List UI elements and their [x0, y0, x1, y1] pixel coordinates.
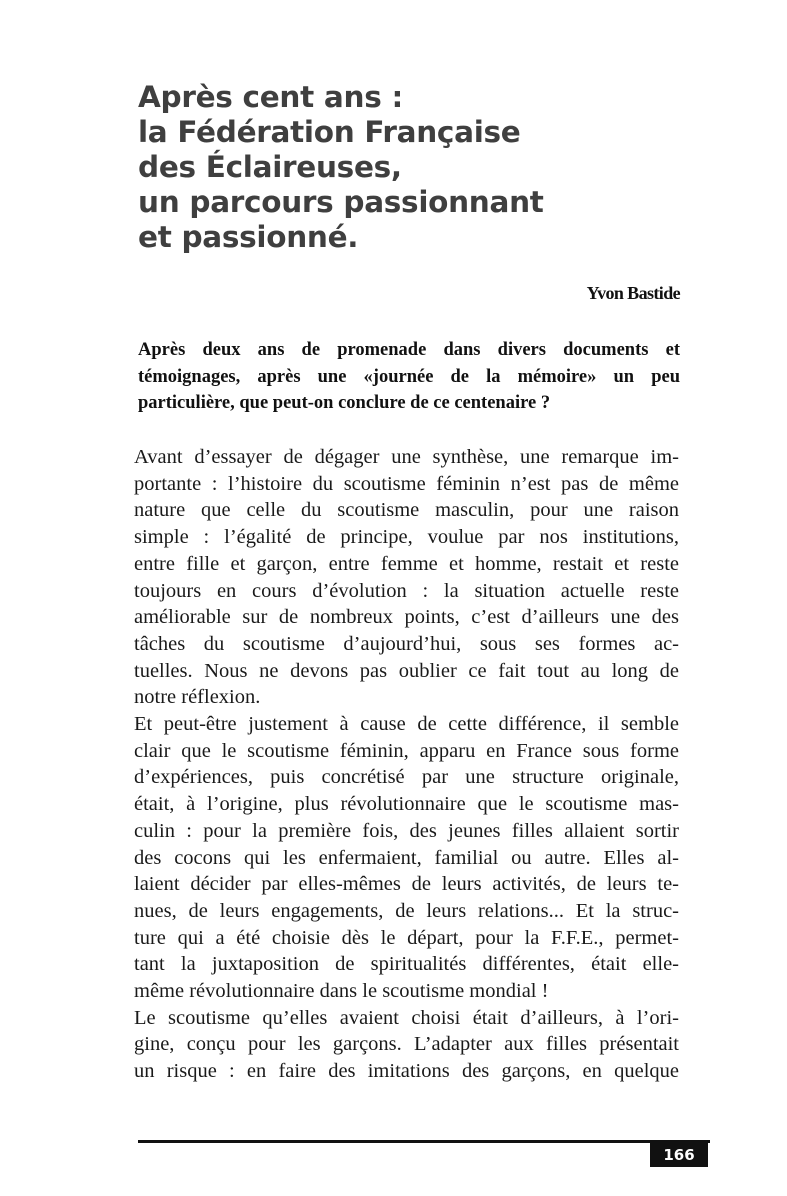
body-line: notre réflexion. — [134, 686, 261, 709]
body-line: Le scoutisme qu’elles avaient choisi était d’ailleurs, à l’ori- — [134, 1006, 679, 1029]
page-number: 166 — [650, 1143, 708, 1167]
lead-line: particulière, que peut-on conclure de ce centenaire ? — [138, 393, 551, 413]
body-line: tâches du scoutisme d’aujourd’hui, sous ses formes ac- — [134, 632, 679, 655]
body-line: gine, conçu pour les garçons. L’adapter aux filles présentait — [134, 1033, 679, 1056]
body-line: même révolutionnaire dans le scoutisme mondial ! — [134, 980, 549, 1003]
body-line: laient décider par elles-mêmes de leurs activités, de leurs te- — [134, 873, 679, 896]
title-line: des Éclaireuses, — [138, 150, 402, 184]
lead-paragraph — [138, 337, 680, 417]
body-line: Et peut-être justement à cause de cette différence, il semble — [134, 713, 679, 736]
body-line: clair que le scoutisme féminin, apparu en France sous forme — [134, 739, 679, 762]
body-line: nature que celle du scoutisme masculin, pour une raison — [134, 499, 679, 522]
body-line: culin : pour la première fois, des jeunes filles allaient sortir — [134, 819, 679, 842]
body-line: d’expériences, puis concrétisé par une structure originale, — [134, 766, 679, 789]
body-line: portante : l’histoire du scoutisme féminin n’est pas de même — [134, 472, 679, 495]
lead-line: Après deux ans de promenade dans divers documents et — [138, 340, 680, 360]
title-line: la Fédération Française — [138, 115, 521, 149]
body-line: ture qui a été choisie dès le départ, pour la F.F.E., permet- — [134, 926, 679, 949]
body-line: un risque : en faire des imitations des garçons, en quelque — [134, 1060, 679, 1083]
title-line: Après cent ans : — [138, 80, 403, 114]
body-text — [134, 444, 679, 1085]
body-line: entre fille et garçon, entre femme et homme, restait et reste — [134, 552, 679, 575]
body-line: des cocons qui les enfermaient, familial ou autre. Elles al- — [134, 846, 679, 869]
body-line: nues, de leurs engagements, de leurs relations... Et la struc- — [134, 899, 679, 922]
body-line: Avant d’essayer de dégager une synthèse, une remarque im- — [134, 446, 679, 468]
body-line: toujours en cours d’évolution : la situation actuelle reste — [134, 579, 679, 602]
title-line: et passionné. — [138, 220, 359, 254]
title-line: un parcours passionnant — [138, 185, 544, 219]
body-line: améliorable sur de nombreux points, c’est d’ailleurs une des — [134, 606, 679, 629]
body-line: tuelles. Nous ne devons pas oublier ce fait tout au long de — [134, 659, 679, 682]
body-line: simple : l’égalité de principe, voulue par nos institutions, — [134, 526, 679, 549]
footer-rule — [138, 1140, 710, 1143]
body-line: était, à l’origine, plus révolutionnaire que le scoutisme mas- — [134, 793, 679, 816]
lead-line: témoignages, après une «journée de la mémoire» un peu — [138, 366, 680, 387]
author-name: Yvon Bastide — [586, 283, 680, 303]
body-line: tant la juxtaposition de spiritualités différentes, était elle- — [134, 953, 679, 976]
article-title — [138, 80, 698, 255]
